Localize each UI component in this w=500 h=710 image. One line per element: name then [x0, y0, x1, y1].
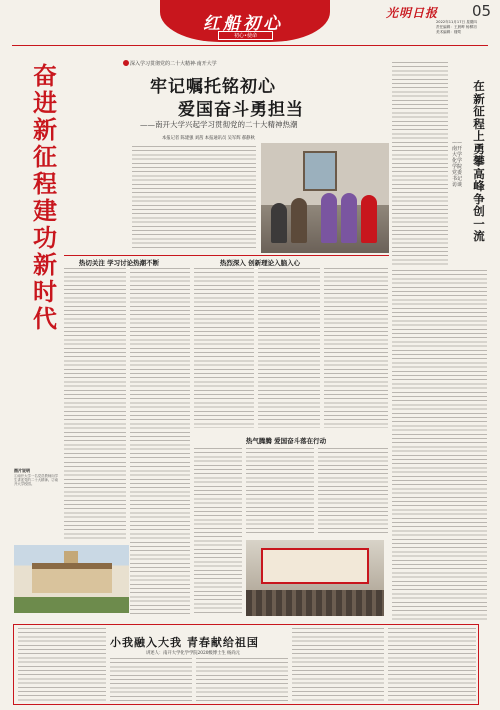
section-rule — [64, 255, 389, 256]
headline-line-1: 牢记嘱托铭初心 — [150, 77, 276, 97]
column-subtitle: 初心•使命 — [218, 31, 273, 40]
lecture-photo — [246, 540, 384, 616]
issue-date: 2022年11月17日 星期四 — [436, 20, 477, 24]
text-col-8 — [318, 448, 388, 536]
text-col-1 — [64, 268, 126, 458]
photo-caption-text: ①南开大学一名党员教师向学生讲述党的二十大精神。②南开大学校园。 — [14, 474, 59, 487]
bottom-text-col-2 — [110, 658, 192, 702]
text-col-6 — [194, 448, 242, 616]
article-subhead: ——南开大学兴起学习贯彻党的二十大精神热潮 — [140, 120, 298, 129]
left-slogan: 奋进新征程 建功新时代 — [33, 61, 57, 333]
column-title: 红船初心 — [203, 14, 283, 34]
sidebar-headline: 在新征程上勇攀高峰争创一流 — [473, 79, 485, 243]
bottom-text-col-5 — [388, 628, 476, 702]
section-head-left: 热切关注 学习讨论热潮不断 — [78, 259, 160, 267]
article-byline: 本报记者 陈建强 刘茜 本报通讯员 吴军辉 郝静秋 — [162, 136, 255, 141]
text-col-7 — [246, 448, 314, 536]
bottom-text-col-4 — [292, 628, 384, 702]
text-col-2 — [130, 268, 190, 458]
sidebar-text-col-2 — [392, 270, 487, 620]
bottom-article-title: 小我融入大我 青春献给祖国 — [110, 636, 259, 649]
text-col-9 — [64, 462, 126, 540]
photo-caption-title: 图片说明 — [14, 468, 30, 473]
bottom-text-col-1 — [18, 628, 106, 702]
sidebar-subhead: ——南开大学化学学院党委书记访谈 — [452, 140, 463, 188]
bottom-text-col-3 — [196, 658, 288, 702]
proofreader-credit: 美术编辑：楼莺 — [436, 30, 462, 34]
paper-logo: 光明日报 — [386, 6, 439, 20]
editor-credit: 责任编辑：王晨晔 杨柳初 — [436, 25, 477, 29]
text-col-3 — [194, 268, 254, 428]
section-head-lower: 热气腾腾 爱国奋斗落在行动 — [245, 437, 327, 445]
bottom-article-byline: 讲述人：南开大学化学学院2020级博士生 杨尚元 — [146, 651, 240, 656]
headline-line-2: 爱国奋斗勇担当 — [178, 100, 304, 120]
text-col-5 — [324, 268, 388, 428]
kicker-bullet-icon — [123, 60, 129, 66]
page-number: 05 — [472, 2, 492, 20]
campus-photo — [14, 545, 129, 613]
section-head-middle: 热烈深入 创新理论入脑入心 — [219, 259, 301, 267]
top-rule — [12, 45, 488, 46]
lead-photo — [261, 143, 389, 253]
intro-paragraph-block — [132, 146, 256, 251]
text-col-10 — [130, 462, 190, 614]
article-kicker: 深入学习贯彻党的二十大精神·南开大学 — [130, 61, 217, 67]
sidebar-text-col-1 — [392, 62, 448, 267]
text-col-4 — [258, 268, 320, 428]
